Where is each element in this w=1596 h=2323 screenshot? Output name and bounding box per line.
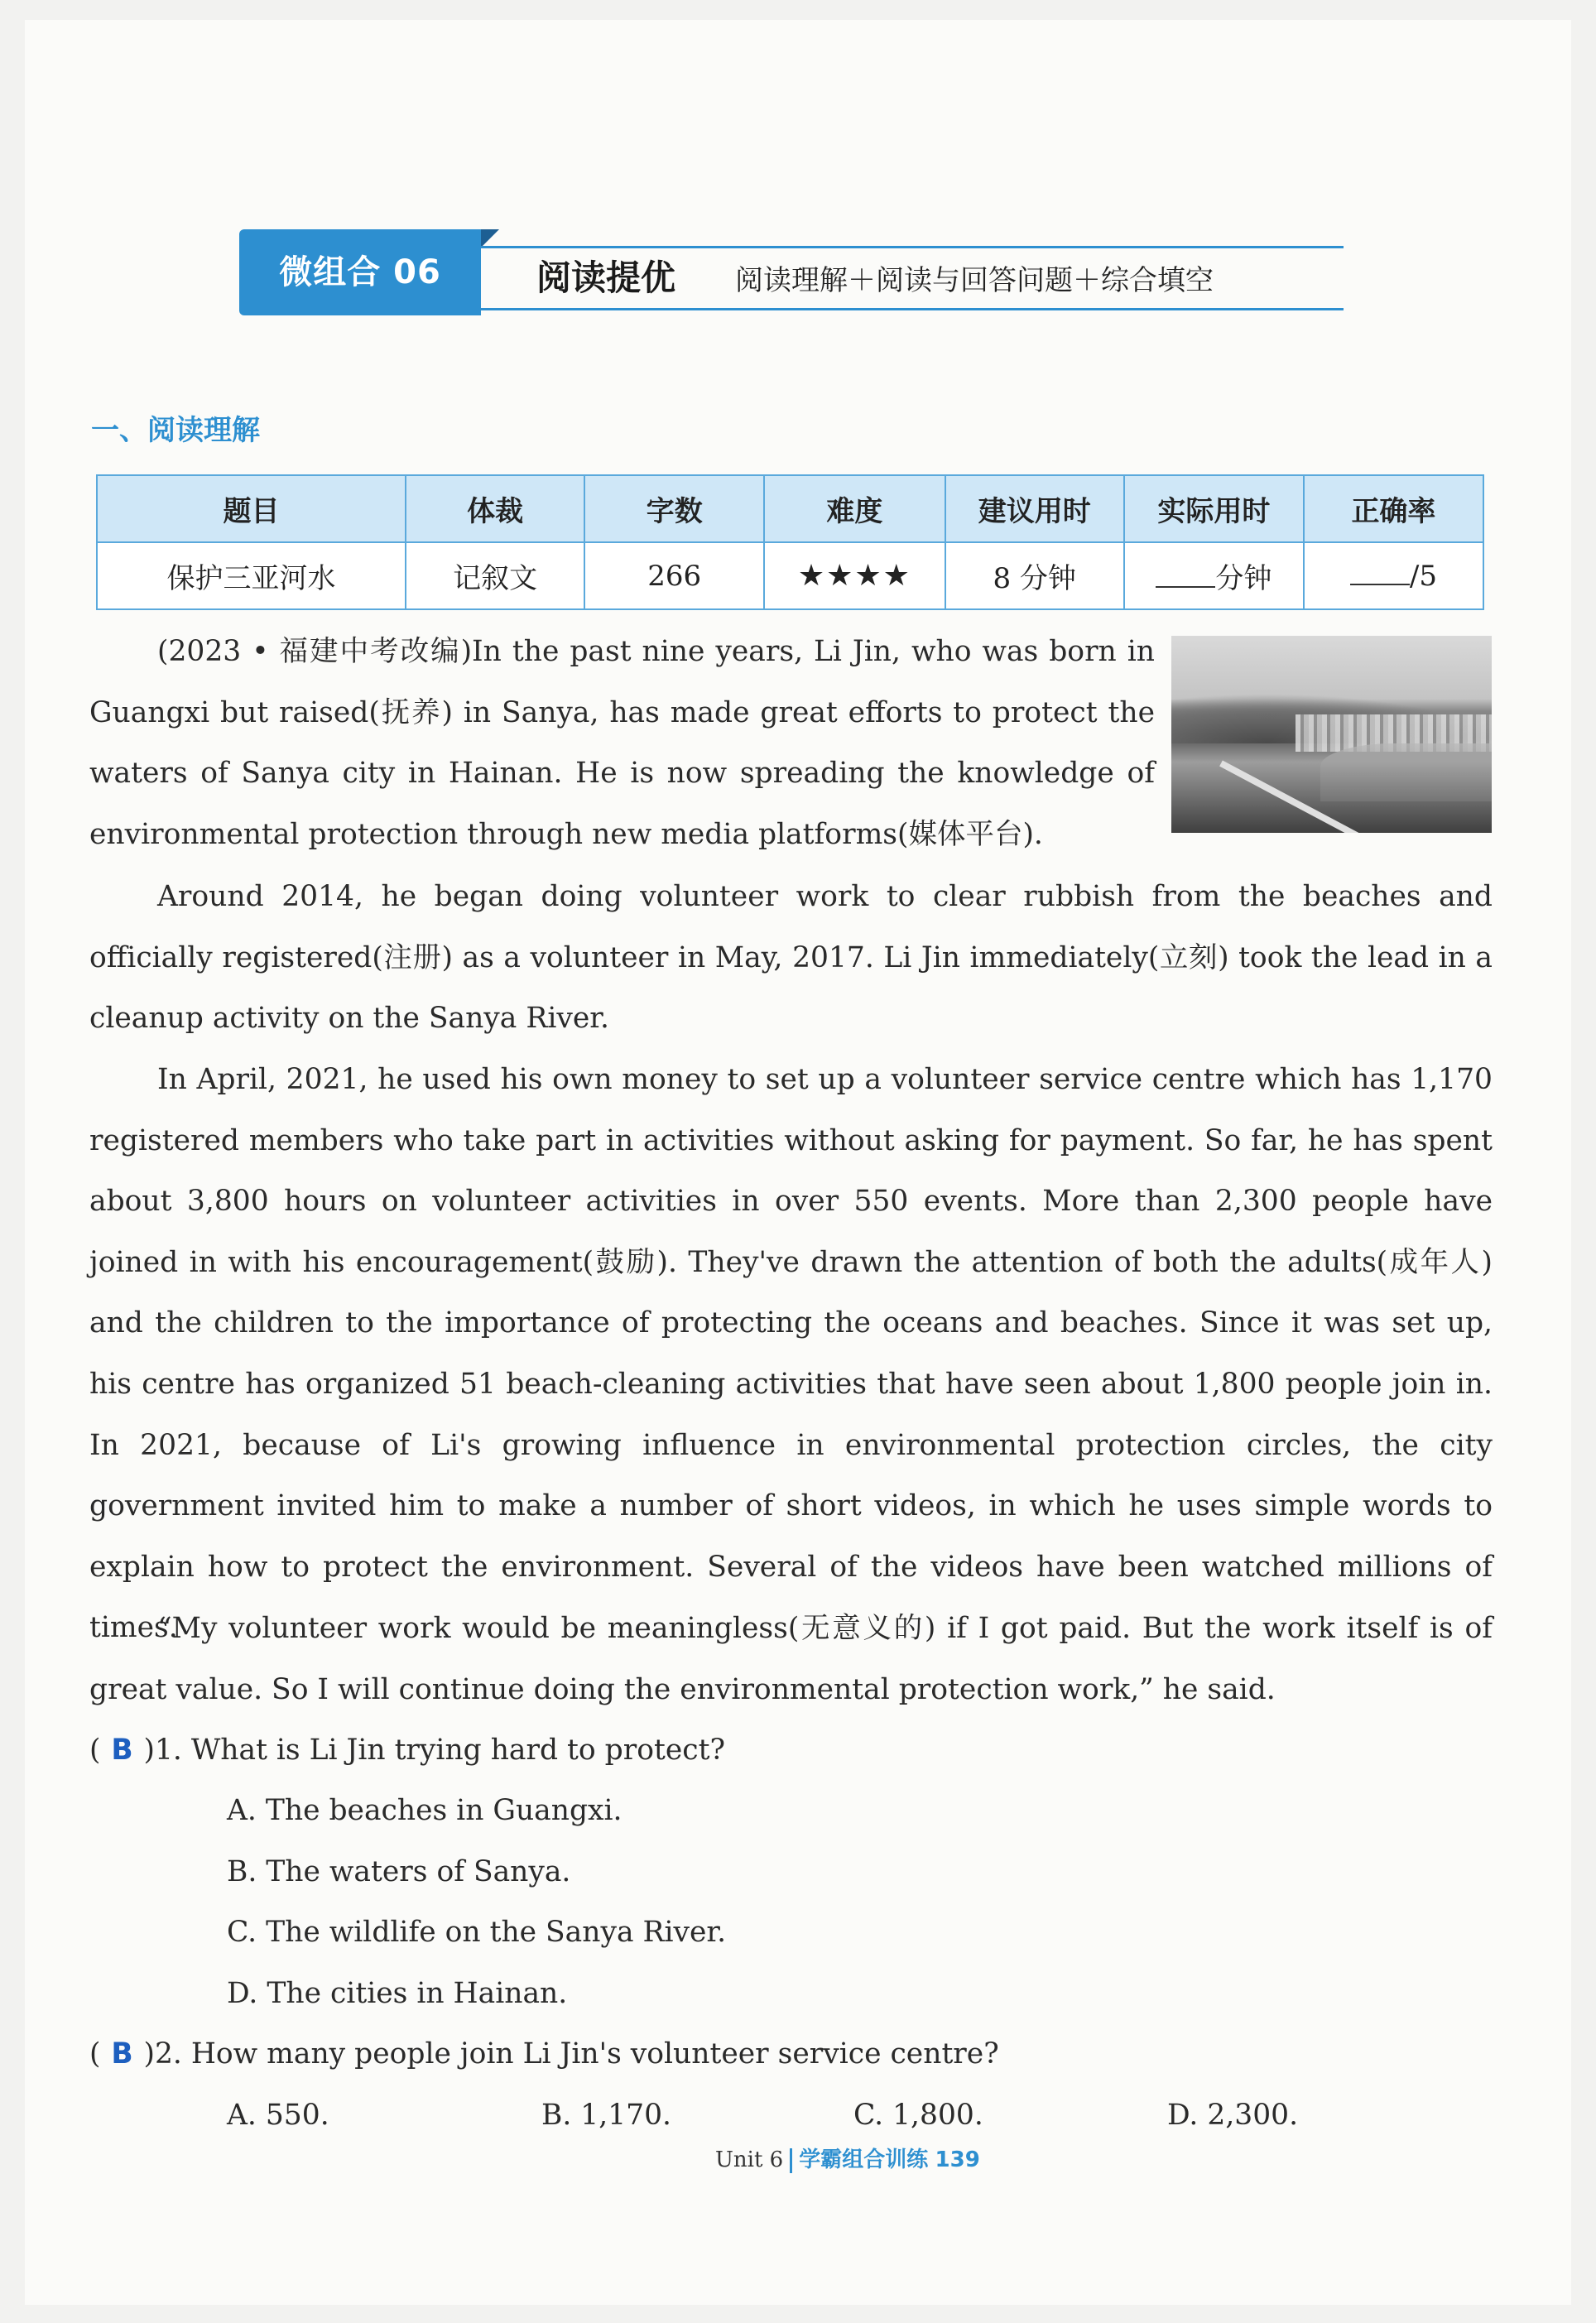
table-row [97,542,1483,609]
banner-title: 阅读提优 [536,257,676,298]
q2-option-d[interactable]: D. 2,300. [1167,2099,1299,2132]
q1-option-d[interactable]: D. The cities in Hainan. [227,1977,568,2010]
table-header: 正确率 [1304,475,1483,542]
q1-option-c[interactable]: C. The wildlife on the Sanya River. [227,1916,727,1949]
banner-subtitle: 阅读理解＋阅读与回答问题＋综合填空 [735,264,1214,297]
table-header: 建议用时 [945,475,1124,542]
passage-paragraph-3: In April, 2021, he used his own money to set up a volunteer service centre which has 1,170 registered members who take part in activities without asking for payment. So far, he has spent about 3,800 hours on volunteer activities in over 550 events. More than 2,300 people have joined in with his encouragement(鼓励). They've drawn the attention of both the adults(成年人) and the children to the importance of protecting the oceans and beaches. Since it was set up, his centre has organized 51 beach-cleaning activities that have seen about 1,800 people join in. In 2021, because of Li's growing influence in environmental protection circles, the city government invited him to make a number of short videos, in which he uses simple words to explain how to protect the environment. Several of the videos have been watched millions of times. [89,1063,1493,1645]
actual-time-blank[interactable] [1156,561,1215,588]
table-header: 难度 [764,475,945,542]
table-header: 实际用时 [1124,475,1304,542]
table-header-row [97,475,1483,542]
q1-option-a[interactable]: A. The beaches in Guangxi. [227,1794,623,1827]
actual-time-cell[interactable] [1124,542,1304,609]
table-header: 体裁 [406,475,584,542]
section-heading: 一、阅读理解 [91,414,260,447]
topic-cell: 保护三亚河水 [97,542,406,609]
question-1 [89,1720,725,1782]
passage-paragraph-4: “My volunteer work would be meaningless(无意义的) if I got paid. But the work itself is of great value. So I will continue doing the environmental protection work,” he said. [89,1612,1493,1706]
answer-paren-open: ( [89,2037,101,2070]
answer-paren-close: ) [143,2037,155,2070]
answer-paren-close: ) [143,1734,155,1767]
answer-2[interactable]: B [111,2037,133,2070]
answer-paren-open: ( [89,1734,101,1767]
accuracy-suffix: /5 [1409,560,1437,593]
page-number: 139 [935,2147,980,2172]
question-2 [89,2024,999,2085]
q1-option-b[interactable]: B. The waters of Sanya. [227,1855,571,1888]
banner-notch [481,229,499,248]
passage-paragraph-2: Around 2014, he began doing volunteer work to clear rubbish from the beaches and officially registered(注册) as a volunteer in May, 2017. Li Jin immediately(立刻) took the lead in a cleanup activity on the Sanya River. [89,880,1493,1036]
accuracy-blank[interactable] [1350,559,1410,585]
passage-paragraph-1: (2023 • 福建中考改编)In the past nine years, Li Jin, who was born in Guangxi but raised(抚养) in Sanya, has made great efforts to protect the waters of Sanya city in Hainan. He is now spreading the knowledge of environmental protection through new media platforms(媒体平台). [89,635,1155,851]
difficulty-stars: ★★★★ [764,542,945,609]
genre-cell: 记叙文 [406,542,584,609]
accuracy-cell[interactable] [1304,542,1483,609]
section-tab: 微组合 06 [239,229,481,315]
q2-option-b[interactable]: B. 1,170. [541,2099,672,2132]
footer-series: 学霸组合训练 [799,2147,929,2172]
reading-info-table [96,474,1484,610]
word-count-cell: 266 [584,542,764,609]
footer-unit: Unit 6 [715,2147,784,2172]
table-header: 字数 [584,475,764,542]
page-footer [715,2143,980,2173]
photo-water [1320,743,1492,801]
answer-1[interactable]: B [111,1734,133,1767]
q2-option-c[interactable]: C. 1,800. [853,2099,983,2132]
suggested-time-cell: 8 分钟 [945,542,1124,609]
q2-option-a[interactable]: A. 550. [227,2099,329,2132]
question-1-text: 1. What is Li Jin trying hard to protect? [154,1734,725,1767]
table-header: 题目 [97,475,406,542]
footer-divider [790,2148,792,2173]
question-2-text: 2. How many people join Li Jin's volunteer service centre? [154,2037,999,2070]
actual-time-unit: 分钟 [1215,562,1272,595]
sanya-river-photo [1171,636,1492,833]
